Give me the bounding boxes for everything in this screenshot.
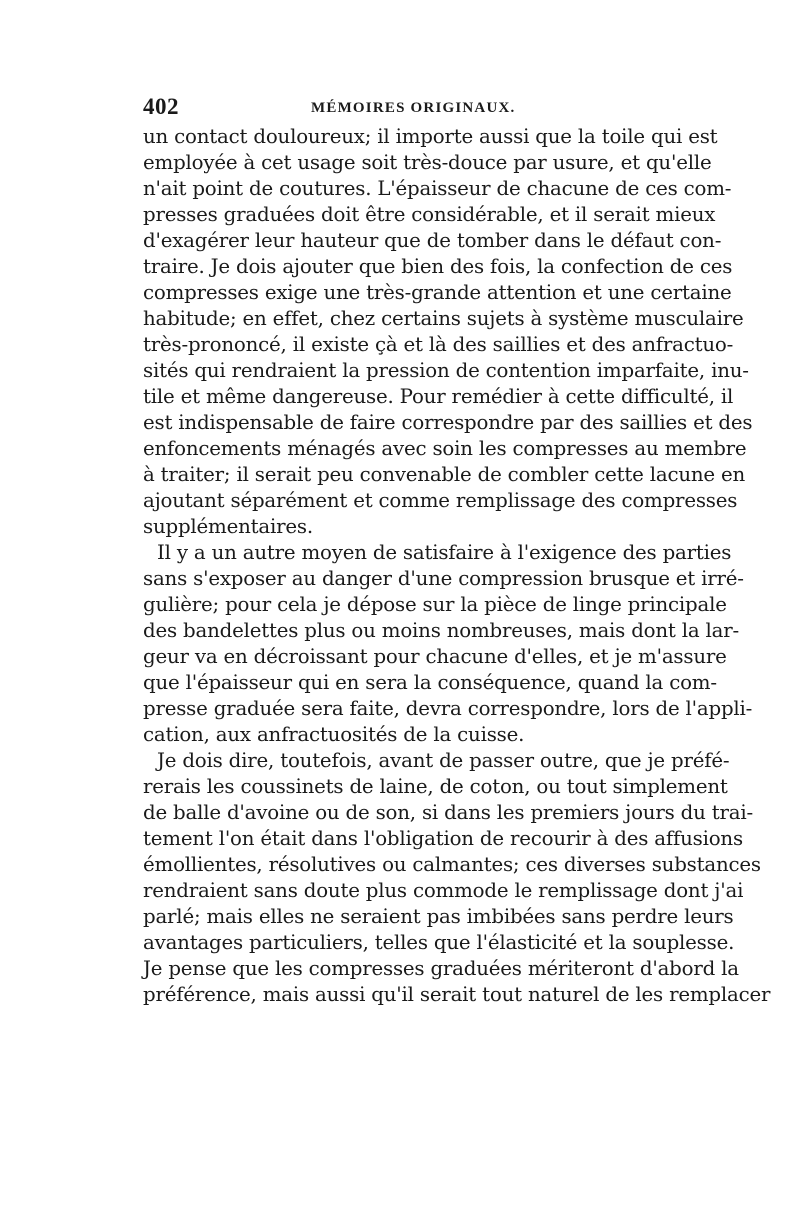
- text-line: que l'épaisseur qui en sera la conséquence, quand la com-: [143, 671, 717, 694]
- text-line: employée à cet usage soit très-douce par usure, et qu'elle: [143, 151, 712, 174]
- text-line: tile et même dangereuse. Pour remédier à cette difficulté, il: [143, 385, 734, 408]
- text-line: préférence, mais aussi qu'il serait tout naturel de les remplacer: [143, 983, 771, 1006]
- text-line: parlé; mais elles ne seraient pas imbibées sans perdre leurs: [143, 905, 734, 928]
- text-line: presse graduée sera faite, devra correspondre, lors de l'appli-: [143, 697, 753, 720]
- paragraph: [143, 124, 753, 540]
- text-line: avantages particuliers, telles que l'élasticité et la souplesse.: [143, 931, 735, 954]
- text-line: sités qui rendraient la pression de contention imparfaite, inu-: [143, 359, 749, 382]
- text-line: geur va en décroissant pour chacune d'elles, et je m'assure: [143, 645, 727, 668]
- text-line: des bandelettes plus ou moins nombreuses, mais dont la lar-: [143, 619, 740, 642]
- running-title: MÉMOIRES ORIGINAUX.: [311, 100, 516, 116]
- text-line: Je pense que les compresses graduées mériteront d'abord la: [143, 957, 739, 980]
- text-line: gulière; pour cela je dépose sur la pièce de linge principale: [143, 593, 727, 616]
- text-line: un contact douloureux; il importe aussi que la toile qui est: [143, 125, 718, 148]
- text-line: très-prononcé, il existe çà et là des saillies et des anfractuo-: [143, 333, 734, 356]
- book-page: [143, 94, 771, 1008]
- text-line: sans s'exposer au danger d'une compression brusque et irré-: [143, 567, 744, 590]
- text-line: rerais les coussinets de laine, de coton, ou tout simplement: [143, 775, 728, 798]
- text-line: supplémentaires.: [143, 515, 313, 538]
- text-line: d'exagérer leur hauteur que de tomber dans le défaut con-: [143, 229, 722, 252]
- text-line: à traiter; il serait peu convenable de combler cette lacune en: [143, 463, 746, 486]
- text-line: presses graduées doit être considérable, et il serait mieux: [143, 203, 716, 226]
- text-line: Il y a un autre moyen de satisfaire à l'exigence des parties: [157, 541, 732, 564]
- text-line: n'ait point de coutures. L'épaisseur de chacune de ces com-: [143, 177, 732, 200]
- body-text: [143, 124, 771, 1008]
- text-line: compresses exige une très-grande attention et une certaine: [143, 281, 732, 304]
- text-line: Je dois dire, toutefois, avant de passer outre, que je préfé-: [157, 749, 730, 772]
- paragraph: [143, 540, 753, 748]
- text-line: habitude; en effet, chez certains sujets à système musculaire: [143, 307, 744, 330]
- paragraph: [143, 748, 771, 1008]
- text-line: ajoutant séparément et comme remplissage des compresses: [143, 489, 738, 512]
- text-line: émollientes, résolutives ou calmantes; ces diverses substances: [143, 853, 761, 876]
- page-number: 402: [143, 94, 179, 119]
- running-head: [143, 94, 663, 122]
- text-line: tement l'on était dans l'obligation de recourir à des affusions: [143, 827, 743, 850]
- text-line: rendraient sans doute plus commode le remplissage dont j'ai: [143, 879, 744, 902]
- text-line: est indispensable de faire correspondre par des saillies et des: [143, 411, 753, 434]
- text-line: enfoncements ménagés avec soin les compresses au membre: [143, 437, 747, 460]
- text-line: cation, aux anfractuosités de la cuisse.: [143, 723, 525, 746]
- text-line: de balle d'avoine ou de son, si dans les premiers jours du trai-: [143, 801, 753, 824]
- text-line: traire. Je dois ajouter que bien des fois, la confection de ces: [143, 255, 733, 278]
